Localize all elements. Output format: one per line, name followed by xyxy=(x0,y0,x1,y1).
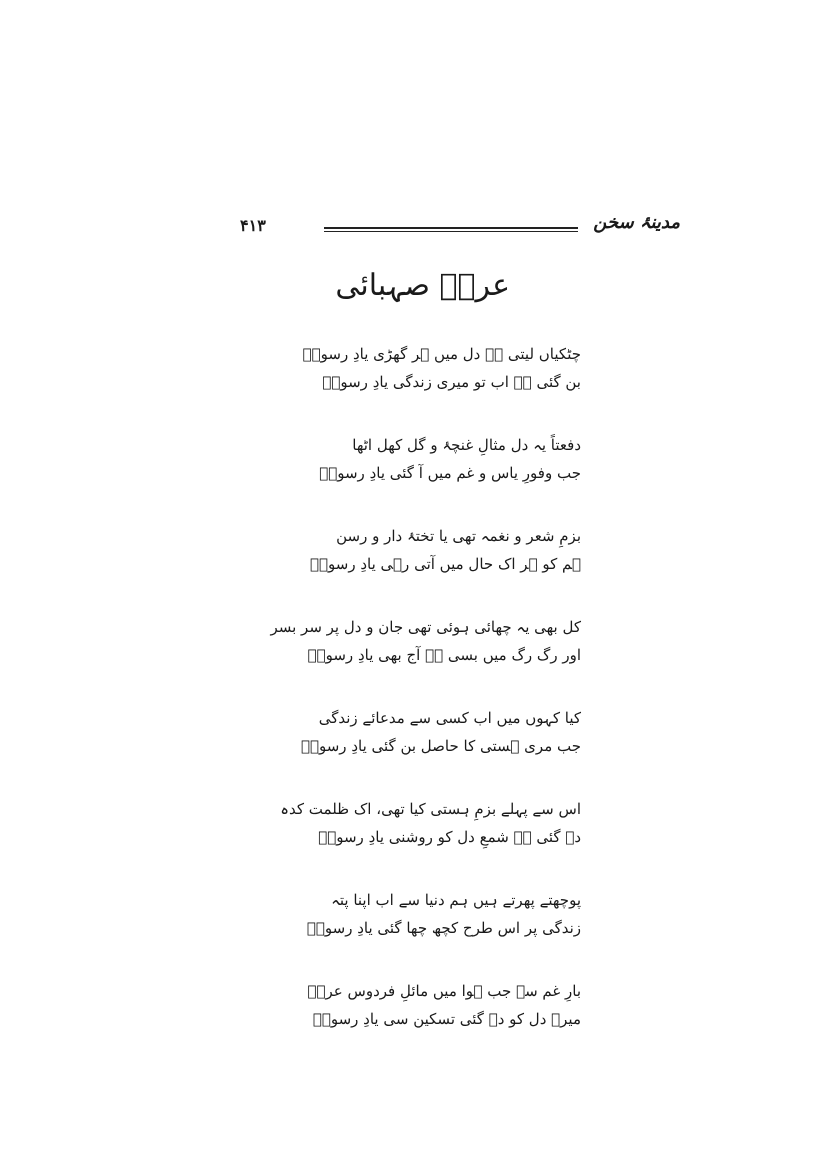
verse-line: بارِ غم سے جب ہوا میں مائلِ فردوس عرشؔ xyxy=(307,982,581,1000)
couplet xyxy=(302,340,581,396)
couplet xyxy=(310,522,581,578)
couplet xyxy=(280,795,581,851)
verse-line: چٹکیاں لیتی ہے دل میں ہر گھڑی یادِ رسولؐ xyxy=(302,345,581,363)
verse-line: اس سے پہلے بزمِ ہستی کیا تھی، اک ظلمت کدہ xyxy=(280,800,581,818)
page-header xyxy=(240,212,680,242)
verse-line: دفعتاً یہ دل مثالِ غنچۂ و گل کھل اٹھا xyxy=(352,436,581,454)
verse-line: پوچھتے پھرتے ہیں ہم دنیا سے اب اپنا پتہ xyxy=(331,891,581,909)
couplet xyxy=(307,977,581,1033)
verse-line: میرے دل کو دے گئی تسکین سی یادِ رسولؐ xyxy=(312,1010,581,1028)
couplet xyxy=(300,704,581,760)
verse-line: کیا کہوں میں اب کسی سے مدعائے زندگی xyxy=(318,709,581,727)
verse-line: اور رگ رگ میں بسی ہے آج بھی یادِ رسولؐ xyxy=(307,646,581,664)
verse-line: زندگی پر اس طرح کچھ چھا گئی یادِ رسولؐ xyxy=(306,919,581,937)
verse-line: دے گئی ہے شمعِ دل کو روشنی یادِ رسولؐ xyxy=(318,828,581,846)
verse-line: جب مری ہستی کا حاصل بن گئی یادِ رسولؐ xyxy=(300,737,581,755)
couplet xyxy=(306,886,581,942)
poet-name-heading: عرشؔ صہبائی xyxy=(335,268,510,303)
verse-line: کل بھی یہ چھائی ہوئی تھی جان و دل پر سر بسر xyxy=(270,618,581,636)
verse-line: بن گئی ہے اب تو میری زندگی یادِ رسولؐ xyxy=(322,373,581,391)
verse-line: ہم کو ہر اک حال میں آتی رہی یادِ رسولؐ xyxy=(310,555,581,573)
book-title: مدینۂ سخن xyxy=(593,212,680,233)
poem-body xyxy=(270,340,581,1068)
couplet xyxy=(270,613,581,669)
page-number: ۴۱۳ xyxy=(240,216,266,235)
couplet xyxy=(319,431,581,487)
verse-line: جب وفورِ یاس و غم میں آ گئی یادِ رسولؐ xyxy=(319,464,581,482)
verse-line: بزمِ شعر و نغمہ تھی یا تختۂ دار و رسن xyxy=(336,527,581,545)
header-double-rule xyxy=(324,227,578,232)
